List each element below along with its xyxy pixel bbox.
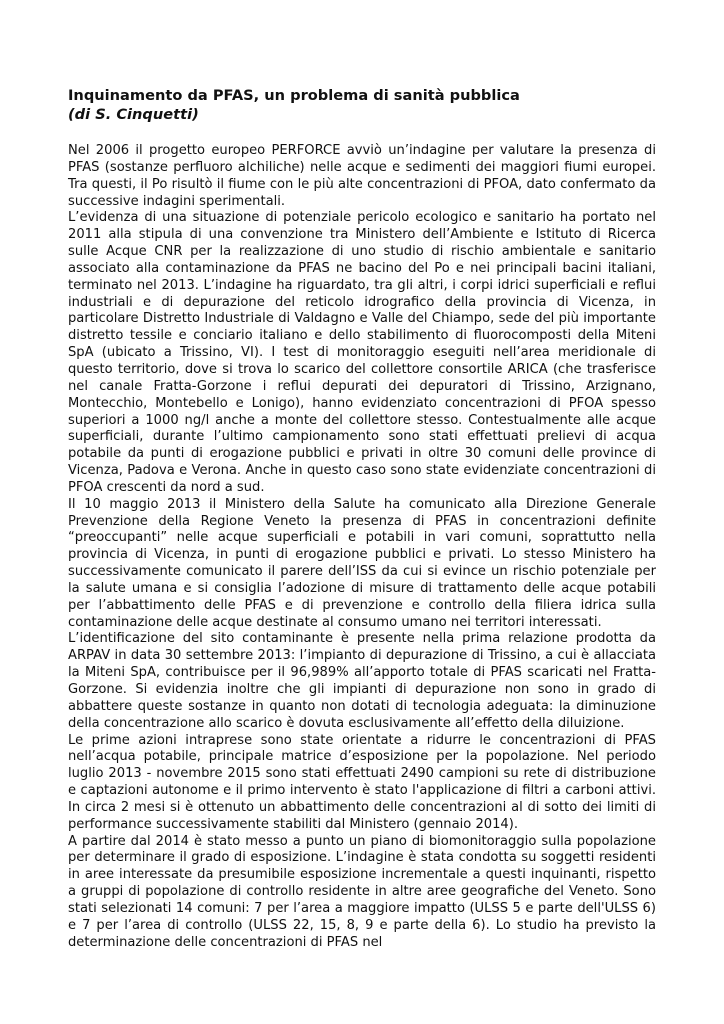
- paragraph: Nel 2006 il progetto europeo PERFORCE avviò un’indagine per valutare la presenza di PFAS (sostanze perfluoro alchiliche) nelle acque e sedimenti dei maggiori fiumi europei. Tra questi, il Po risultò il fiume con le più alte concentrazioni di PFOA, dato confermato da successive indagini sperimentali.: [68, 143, 656, 209]
- paragraph: A partire dal 2014 è stato messo a punto un piano di biomonitoraggio sulla popolazione per determinare il grado di esposizione. L’indagine è stata condotta su soggetti residenti in aree interessate da presumibile esposizione incrementale a questi inquinanti, rispetto a gruppi di popolazione di controllo residente in altre aree geografiche del Veneto. Sono stati selezionati 14 comuni: 7 per l’area a maggiore impatto (ULSS 5 e parte dell'ULSS 6) e 7 per l’area di controllo (ULSS 22, 15, 8, 9 e parte della 6). Lo studio ha previsto la determinazione delle concentrazioni di PFAS nel: [68, 833, 656, 950]
- paragraph: Le prime azioni intraprese sono state orientate a ridurre le concentrazioni di PFAS nell’acqua potabile, principale matrice d’esposizione per la popolazione. Nel periodo luglio 2013 - novembre 2015 sono stati effettuati 2490 campioni su rete di distribuzione e captazioni autonome e il primo intervento è stato l'applicazione di filtri a carboni attivi. In circa 2 mesi si è ottenuto un abbattimento delle concentrazioni al di sotto dei limiti di performance successivamente stabiliti dal Ministero (gennaio 2014).: [68, 732, 656, 832]
- paragraph: L’evidenza di una situazione di potenziale pericolo ecologico e sanitario ha portato nel 2011 alla stipula di una convenzione tra Ministero dell’Ambiente e Istituto di Ricerca sulle Acque CNR per la realizzazione di uno studio di rischio ambientale e sanitario associato alla contaminazione da PFAS ne bacino del Po e nei principali bacini italiani, terminato nel 2013. L’indagine ha riguardato, tra gli altri, i corpi idrici superficiali e reflui industriali e di depurazione del reticolo idrografico della provincia di Vicenza, in particolare Distretto Industriale di Valdagno e Valle del Chiampo, sede del più importante distretto tessile e conciario italiano e dello stabilimento di fluorocomposti della Miteni SpA (ubicato a Trissino, VI). I test di monitoraggio eseguiti nell’area meridionale di questo territorio, dove si trova lo scarico del collettore consortile ARICA (che trasferisce nel canale Fratta-Gorzone i reflui depurati dei depuratori di Trissino, Arzignano, Montecchio, Montebello e Lonigo), hanno evidenziato concentrazioni di PFOA spesso superiori a 1000 ng/l anche a monte del collettore stesso. Contestualmente alle acque superficiali, durante l’ultimo campionamento sono stati effettuati prelievi di acqua potabile da punti di erogazione pubblici e privati in oltre 30 comuni delle province di Vicenza, Padova e Verona. Anche in questo caso sono state evidenziate concentrazioni di PFOA crescenti da nord a sud.: [68, 210, 656, 495]
- document-page: [68, 86, 656, 952]
- document-title: Inquinamento da PFAS, un problema di sanità pubblica: [68, 87, 520, 104]
- document-author: (di S. Cinquetti): [68, 106, 199, 123]
- paragraph: L’identificazione del sito contaminante è presente nella prima relazione prodotta da ARPAV in data 30 settembre 2013: l’impianto di depurazione di Trissino, a cui è allacciata la Miteni SpA, contribuisce per il 96,989% all’apporto totale di PFAS scaricati nel Fratta-Gorzone. Si evidenzia inoltre che gli impianti di depurazione non sono in grado di abbattere queste sostanze in quanto non dotati di tecnologia adeguata: la diminuzione della concentrazione allo scarico è dovuta esclusivamente all’effetto della diluizione.: [68, 631, 656, 731]
- paragraph: Il 10 maggio 2013 il Ministero della Salute ha comunicato alla Direzione Generale Prevenzione della Regione Veneto la presenza di PFAS in concentrazioni definite “preoccupanti” nelle acque superficiali e potabili in vari comuni, soprattutto nella provincia di Vicenza, in punti di erogazione pubblici e privati. Lo stesso Ministero ha successivamente comunicato il parere dell’ISS da cui si evince un rischio potenziale per la salute umana e si consiglia l’adozione di misure di trattamento delle acque potabili per l’abbattimento delle PFAS e di prevenzione e controllo della filiera idrica sulla contaminazione delle acque destinate al consumo umano nei territori interessati.: [68, 496, 656, 630]
